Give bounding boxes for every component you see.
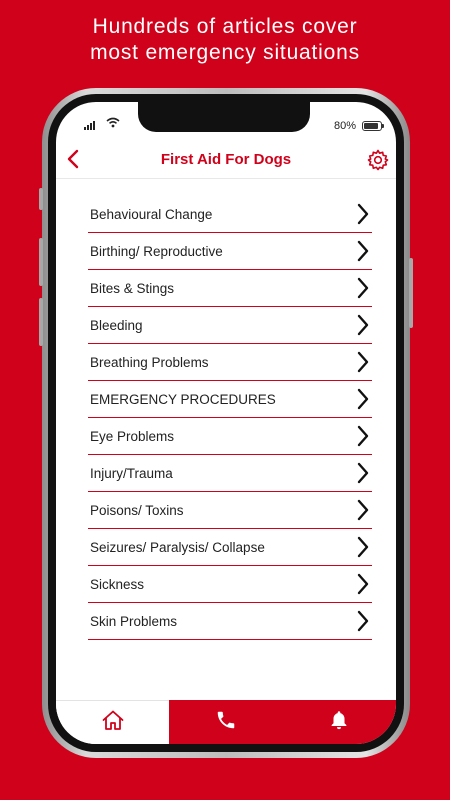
phone-silent-switch bbox=[39, 188, 43, 210]
category-label: Seizures/ Paralysis/ Collapse bbox=[90, 540, 265, 555]
tab-alerts[interactable] bbox=[283, 700, 396, 744]
chevron-right-icon bbox=[356, 499, 370, 526]
page-title: First Aid For Dogs bbox=[160, 151, 292, 168]
headline-line-2: most emergency situations bbox=[90, 41, 360, 64]
battery-icon bbox=[362, 121, 382, 131]
phone-bezel bbox=[48, 94, 404, 752]
chevron-right-icon bbox=[356, 277, 370, 304]
chevron-right-icon bbox=[356, 203, 370, 230]
category-list bbox=[88, 196, 372, 640]
category-row[interactable] bbox=[88, 270, 372, 307]
phone-volume-down bbox=[39, 298, 43, 346]
phone-icon bbox=[215, 709, 237, 736]
chevron-right-icon bbox=[356, 425, 370, 452]
category-label: Bites & Stings bbox=[90, 281, 175, 296]
gear-icon[interactable] bbox=[366, 148, 390, 177]
home-icon bbox=[101, 709, 125, 736]
tab-call[interactable] bbox=[169, 700, 282, 744]
chevron-right-icon bbox=[356, 240, 370, 267]
category-label: EMERGENCY PROCEDURES bbox=[90, 392, 276, 407]
chevron-right-icon bbox=[356, 388, 370, 415]
category-label: Poisons/ Toxins bbox=[90, 503, 184, 518]
chevron-right-icon bbox=[356, 351, 370, 378]
category-label: Behavioural Change bbox=[90, 207, 213, 222]
wifi-icon bbox=[106, 117, 120, 131]
app-header bbox=[56, 142, 396, 179]
category-row[interactable] bbox=[88, 233, 372, 270]
category-label: Sickness bbox=[90, 577, 145, 592]
category-label: Bleeding bbox=[90, 318, 143, 333]
category-label: Eye Problems bbox=[90, 429, 175, 444]
category-row[interactable] bbox=[88, 307, 372, 344]
category-row[interactable] bbox=[88, 196, 372, 233]
category-row[interactable] bbox=[88, 492, 372, 529]
promo-headline bbox=[0, 14, 450, 66]
headline-line-1: Hundreds of articles cover bbox=[92, 15, 358, 38]
category-label: Injury/Trauma bbox=[90, 466, 173, 481]
category-row[interactable] bbox=[88, 603, 372, 640]
cellular-signal-icon bbox=[84, 121, 95, 130]
chevron-right-icon bbox=[356, 573, 370, 600]
category-row[interactable] bbox=[88, 455, 372, 492]
bell-icon bbox=[328, 709, 350, 736]
category-row[interactable] bbox=[88, 344, 372, 381]
category-row[interactable] bbox=[88, 529, 372, 566]
phone-frame bbox=[42, 88, 410, 758]
chevron-right-icon bbox=[356, 314, 370, 341]
category-row[interactable] bbox=[88, 566, 372, 603]
chevron-right-icon bbox=[356, 536, 370, 563]
phone-volume-up bbox=[39, 238, 43, 286]
chevron-right-icon bbox=[356, 462, 370, 489]
category-label: Skin Problems bbox=[90, 614, 178, 629]
tab-home[interactable] bbox=[56, 700, 169, 744]
category-row[interactable] bbox=[88, 381, 372, 418]
category-row[interactable] bbox=[88, 418, 372, 455]
battery-percentage: 80% bbox=[333, 120, 356, 132]
phone-power-button bbox=[409, 258, 413, 328]
phone-notch bbox=[138, 102, 310, 132]
category-label: Breathing Problems bbox=[90, 355, 209, 370]
chevron-right-icon bbox=[356, 610, 370, 637]
app-screen bbox=[56, 102, 396, 744]
bottom-tab-bar bbox=[56, 700, 396, 744]
category-label: Birthing/ Reproductive bbox=[90, 244, 223, 259]
